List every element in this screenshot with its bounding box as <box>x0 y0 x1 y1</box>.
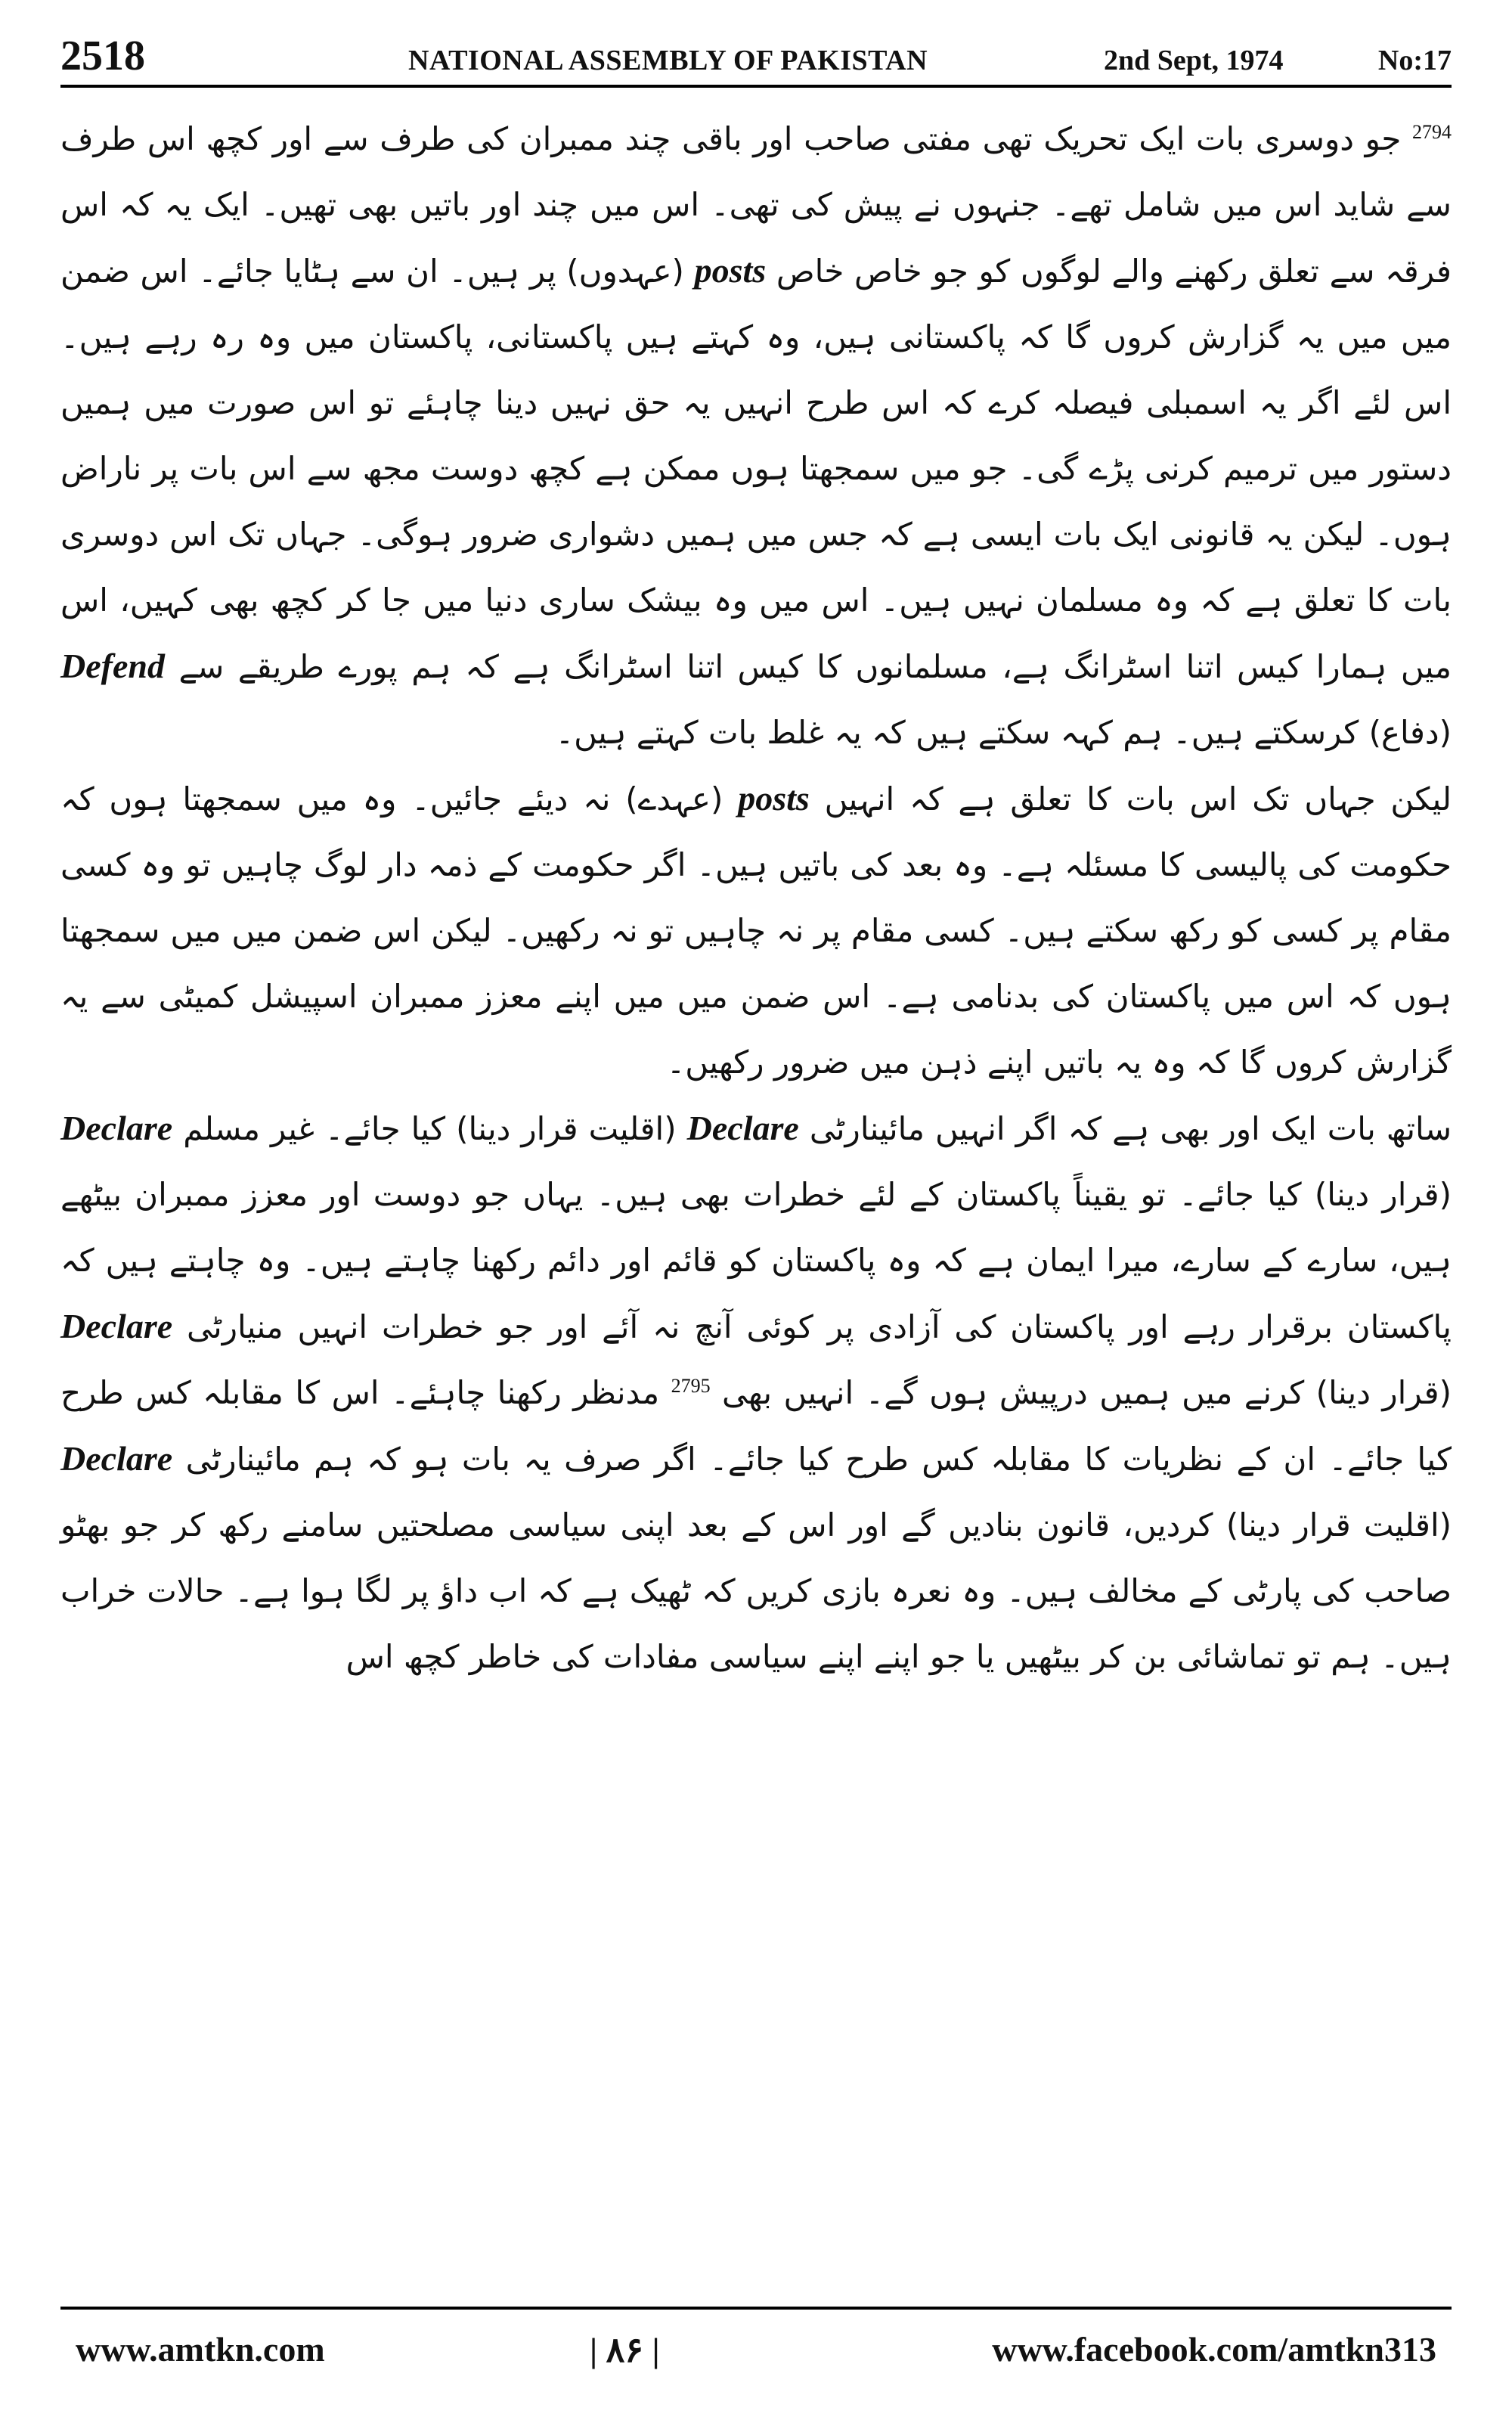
english-term: Declare <box>60 1307 173 1345</box>
text-run: (قرار دینا) کرنے میں ہمیں درپیش ہوں گے۔ انہیں بھی <box>722 1374 1452 1411</box>
page-footer <box>60 2329 1452 2382</box>
text-run: (عہدوں) پر ہیں۔ ان سے ہٹایا جائے۔ اس ضمن میں میں یہ گزارش کروں گا کہ پاکستانی ہیں، وہ کہتے ہیں پاکستانی، پاکستان میں وہ رہ رہے ہیں۔ اس لئے اگر یہ اسمبلی فیصلہ کرے کہ اس طرح انہیں یہ حق نہیں دینا چاہئے تو اس صورت میں ہمیں دستور میں ترمیم کرنی پڑے گی۔ جو میں سمجھتا ہوں ممکن ہے کچھ دوست مجھ سے اس بات پر ناراض ہوں۔ لیکن یہ قانونی ایک بات ایسی ہے کہ جس میں ہمیں دشواری ضرور ہوگی۔ جہاں تک اس دوسری بات کا تعلق ہے کہ وہ مسلمان نہیں ہیں۔ اس میں وہ بیشک ساری دنیا میں جا کر کچھ بھی کہیں، اس میں ہمارا کیس اتنا اسٹرانگ ہے، مسلمانوں کا کیس اتنا اسٹرانگ ہے کہ ہم پورے طریقے سے <box>60 253 1452 685</box>
english-term: Declare <box>60 1109 173 1147</box>
text-run: لیکن جہاں تک اس بات کا تعلق ہے کہ انہیں <box>824 780 1452 818</box>
text-run: (دفاع) کرسکتے ہیں۔ ہم کہہ سکتے ہیں کہ یہ غلط بات کہتے ہیں۔ <box>555 714 1452 751</box>
facebook-url: www.facebook.com/amtkn313 <box>992 2330 1436 2369</box>
english-term: Defend <box>60 647 165 685</box>
issue-number: No:17 <box>1377 45 1452 76</box>
header-rule <box>60 85 1452 88</box>
text-run: (اقلیت قرار دینا) کردیں، قانون بنادیں گے اور اس کے بعد اپنی سیاسی مصلحتیں سامنے رکھ کر جو بھٹو صاحب کی پارٹی کے مخالف ہیں۔ وہ نعرہ بازی کریں کہ ٹھیک ہے کہ اب داؤ پر لگا ہوا ہے۔ حالات خراب ہیں۔ ہم تو تماشائی بن کر بیٹھیں یا جو اپنے اپنے سیاسی مفادات کی خاطر کچھ اس <box>60 1506 1452 1675</box>
session-date: 2nd Sept, 1974 <box>1104 45 1284 76</box>
footer-rule <box>60 2307 1452 2310</box>
paragraph-2 <box>60 765 1452 1095</box>
paragraph-1 <box>60 106 1452 765</box>
footnote-marker: 2794 <box>1412 121 1452 143</box>
footnote-marker: 2795 <box>671 1375 711 1397</box>
english-term: posts <box>738 779 810 818</box>
english-term: Declare <box>686 1109 799 1147</box>
running-title: NATIONAL ASSEMBLY OF PAKISTAN <box>408 45 928 76</box>
text-run: ساتھ بات ایک اور بھی ہے کہ اگر انہیں مائینارٹی <box>809 1110 1452 1147</box>
text-run: (اقلیت قرار دینا) کیا جائے۔ غیر مسلم <box>183 1110 677 1147</box>
text-run: مدنظر رکھنا چاہئے۔ اس کا مقابلہ کس طرح کیا جائے۔ ان کے نظریات کا مقابلہ کس طرح کیا جائے۔ اگر صرف یہ بات ہو کہ ہم مائینارٹی <box>60 1374 1452 1478</box>
text-run: (عہدے) نہ دیئے جائیں۔ وہ میں سمجھتا ہوں کہ حکومت کی پالیسی کا مسئلہ ہے۔ وہ بعد کی باتیں ہیں۔ اگر حکومت کے ذمہ دار لوگ چاہیں تو وہ کسی مقام پر کسی کو رکھ سکتے ہیں۔ کسی مقام پر نہ چاہیں تو نہ رکھیں۔ لیکن اس ضمن میں میں سمجھتا ہوں کہ اس میں پاکستان کی بدنامی ہے۔ اس ضمن میں میں اپنے معزز ممبران اسپیشل کمیٹی سے یہ گزارش کروں گا کہ وہ یہ باتیں اپنے ذہن میں ضرور رکھیں۔ <box>60 780 1452 1081</box>
text-run: جو دوسری بات ایک تحریک تھی مفتی صاحب اور باقی چند ممبران کی طرف سے اور کچھ اس طرف سے شاید اس میں شامل تھے۔ جنہوں نے پیش کی تھی۔ اس میں چند اور باتیں بھی تھیں۔ ایک یہ کہ اس فرقہ سے تعلق رکھنے والے لوگوں کو جو خاص خاص <box>60 120 1452 290</box>
page-number: 2518 <box>60 33 145 79</box>
text-run: (قرار دینا) کیا جائے۔ تو یقیناً پاکستان کے لئے خطرات بھی ہیں۔ یہاں جو دوست اور معزز ممبران بیٹھے ہیں، سارے کے سارے، میرا ایمان ہے کہ وہ پاکستان کو قائم اور دائم رکھنا چاہتے ہیں۔ وہ چاہتے ہیں کہ پاکستان برقرار رہے اور پاکستان کی آزادی پر کوئی آنچ نہ آئے اور جو خطرات انہیں منیارٹی <box>60 1176 1452 1345</box>
paragraph-3 <box>60 1095 1452 1689</box>
page-body <box>60 106 1452 1689</box>
page-header <box>60 32 1452 85</box>
english-term: posts <box>694 251 767 290</box>
website-url: www.amtkn.com <box>76 2330 325 2369</box>
urdu-page-number: | ۸۶ | <box>590 2331 660 2369</box>
english-term: Declare <box>60 1439 173 1478</box>
